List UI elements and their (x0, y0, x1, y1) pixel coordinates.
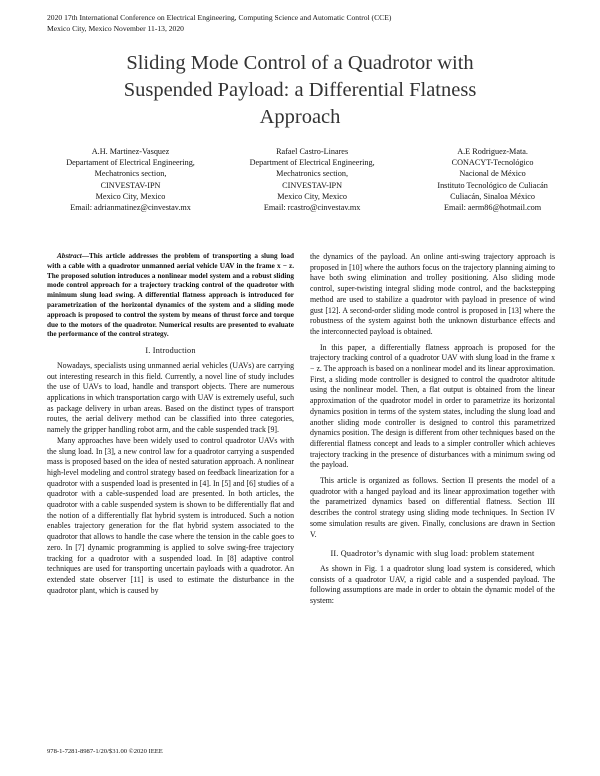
author-email: Email: aerm86@hotmail.com (444, 203, 542, 213)
left-column (47, 252, 294, 596)
author-affiliation: Mechatronics section, (276, 169, 349, 179)
author-block (40, 146, 560, 213)
body-paragraph: In this paper, a differentially flatness approach is proposed for the trajectory tracking control of a quadrotor UAV with slung load in the frame x − z. The approach is based on a nonlinear model and its linear approximation. First, a sliding mode controller is designed to control the quadrotor altitude using the nonlinear model. Then, a flat output is obtained from the linear approximation of the quadrotor model in order to parametrize its horizontal dynamics position in terms of the system states, including the slung load and another sliding mode controller is designed to control this parametrized dynamics position. The design is different from other techniques based on the differential flatness concept and leads to a simpler controller which achieves trajectory tracking in the presence of disturbances with a minimum swing od the payload. (310, 342, 555, 470)
author-affiliation: CINVESTAV-IPN (100, 180, 161, 190)
author-location: Mexico City, Mexico (277, 191, 347, 201)
abstract-label: Abstract (57, 252, 82, 260)
author-3 (425, 146, 560, 213)
right-column (310, 252, 555, 607)
author-affiliation: CINVESTAV-IPN (282, 180, 343, 190)
body-paragraph: This article is organized as follows. Section II presents the model of a quadrotor with a hanged payload and its linear approximation together with the parametrized dynamics based on differential flatness. Section III describes the control strategy using sliding mode techniques. In Section IV some simulation results are given. Finally, conclusions are drawn in Section V. (310, 476, 555, 539)
author-affiliation: Departament of Electrical Engineering, (66, 158, 195, 168)
author-name: Rafael Castro-Linares (276, 147, 349, 156)
author-email: Email: rcastro@cinvestav.mx (263, 203, 361, 213)
abstract-text: —This article addresses the problem of transporting a slung load with a cable with a quadrotor unmanned aerial vehicle UAV in the frame x − z. The proposed solution introduces a nonlinear model system and a robust sliding mode control approach for a trajectory tracking control of the quadrotor with minimum slung load swing. A differential flatness approach is introduced for parametrization of the horizontal dynamics of the system and a sliding mode approach is proposed to control the system by means of thrust force and torque due to the motors of the quadrotor. Numerical results are presented to evaluate the performance of the control strategy. (47, 252, 294, 339)
author-affiliation: Instituto Tecnológico de Culiacán (437, 180, 548, 190)
author-2 (235, 146, 389, 213)
conference-header (47, 13, 391, 34)
conference-line-2: Mexico City, Mexico November 11-13, 2020 (47, 23, 184, 33)
author-affiliation: CONACYT-Tecnológico (451, 158, 534, 168)
body-paragraph: Many approaches have been widely used to control quadrotor UAVs with the slung load. In [3], a new control law for a quadrotor carrying a suspended mass is proposed based on the idea of nested saturation approach. A nonlinear high-level modeling and control strategy based on feedback linearization for a quadrotor with a suspended load is presented in [4]. In [5] and [6] studies of a quadrotor with a cable-suspended load are presented. In both articles, the quadrotor with a cable suspended system is shown to be differentially flat and the notion of a differentially flat hybrid system is introduced. Such a notion enables trajectory generation for the flat hybrid system associated to the quadrotor that allows to handle the case where the tension in the cable goes to zero. In [7] dynamic programming is applied to solve swing-free trajectory tracking for a quadrotor with a suspended load. In [8] adaptive control techniques are used for transporting uncertain payloads with a quadrotor. An extended state observer [11] is used to estimate the disturbance in the quadrotor plant, which is caused by (47, 435, 294, 595)
author-location: Culiacán, Sinaloa México (450, 191, 535, 201)
conference-line-1: 2020 17th International Conference on Electrical Engineering, Computing Science and Automatic Control (CCE) (47, 13, 392, 22)
abstract (47, 252, 294, 340)
author-affiliation: Department of Electrical Engineering, (249, 158, 375, 168)
author-email: Email: adrianmatinez@cinvestav.mx (70, 203, 191, 213)
author-location: Mexico City, Mexico (95, 191, 166, 201)
section-heading-quadrotor-dynamic: II. Quadrotor’s dynamic with slug load: problem statement (330, 549, 535, 559)
author-1 (40, 146, 221, 213)
author-affiliation: Mechatronics section, (94, 169, 167, 179)
paper-title (60, 50, 540, 131)
title-line-1: Sliding Mode Control of a Quadrotor with (126, 52, 474, 74)
author-name: A.H. Martinez-Vasquez (91, 147, 170, 156)
author-name: A.E Rodriguez-Mata. (457, 147, 528, 156)
body-paragraph: As shown in Fig. 1 a quadrotor slung load system is considered, which consists of a quadrotor UAV, a rigid cable and a suspended payload. The following assumptions are made in order to obtain the dynamic model of the system: (310, 563, 555, 606)
copyright-footer: 978-1-7281-8987-1/20/$31.00 ©2020 IEEE (47, 748, 163, 755)
body-paragraph: the dynamics of the payload. An online anti-swing trajectory approach is proposed in [10] where the authors focus on the trajectory planning aiming to have both swing elimination and trolley positioning. Also sliding mode control, super-twisting integral sliding mode control, and the backstepping method are used to stabilize a quadrotor with payload in presence of wind gust [12]. A second-order sliding mode control is proposed in [13] where the robustness of the system against both the unknown disturbance effects and the interconnected payload is obtained. (310, 252, 555, 336)
author-affiliation: Nacional de México (459, 169, 526, 179)
title-line-2: Suspended Payload: a Differential Flatness (123, 79, 477, 101)
section-heading-introduction: I. Introduction (145, 346, 196, 356)
title-line-3: Approach (259, 106, 341, 128)
body-paragraph: Nowadays, specialists using unmanned aerial vehicles (UAVs) are carrying out interesting research in this field. Currently, a novel line of study includes the use of UAVs to load, handle and transport objects. There are numerous applications in which transportation cargo with UAV is extremely useful, such as package delivery in urban areas. Based on the distinct types of transport routes, the aerial delivery method can be classified into three categories, namely the gripper handling robot arm, and the cable suspended track [9]. (47, 360, 294, 435)
